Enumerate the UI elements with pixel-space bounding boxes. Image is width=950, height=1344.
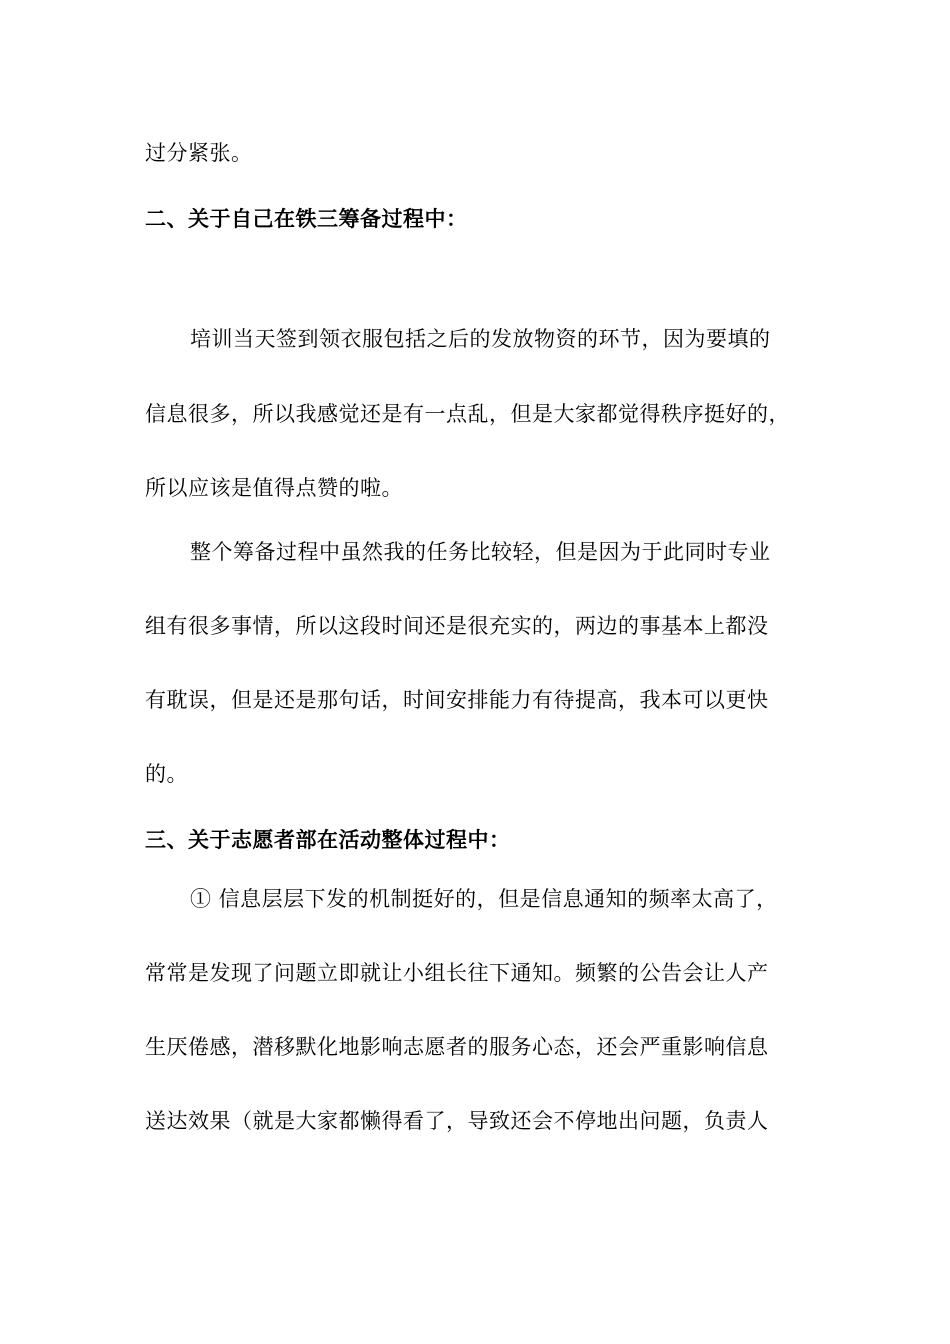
paragraph-line: 所以应该是值得点赞的啦。 [145,476,403,500]
section-heading-3: 三、关于志愿者部在活动整体过程中： [145,827,511,852]
paragraph-line: 信息很多，所以我感觉还是有一点乱，但是大家都觉得秩序挺好的， [145,402,790,426]
paragraph-line: ① 信息层层下发的机制挺好的，但是信息通知的频率太高了， [190,887,778,911]
paragraph-line: 过分紧张。 [145,141,253,165]
paragraph-line: 的。 [145,762,188,786]
paragraph-line: 整个筹备过程中虽然我的任务比较轻，但是因为于此同时专业 [190,540,771,564]
paragraph-line: 有耽误，但是还是那句话，时间安排能力有待提高，我本可以更快 [145,688,769,712]
paragraph-line: 组有很多事情，所以这段时间还是很充实的，两边的事基本上都没 [145,614,769,638]
section-heading-2: 二、关于自己在铁三筹备过程中： [145,206,468,231]
paragraph-line: 常常是发现了问题立即就让小组长往下通知。频繁的公告会让人产 [145,961,769,985]
paragraph-line: 生厌倦感，潜移默化地影响志愿者的服务心态，还会严重影响信息 [145,1035,769,1059]
paragraph-line: 培训当天签到领衣服包括之后的发放物资的环节，因为要填的 [190,327,771,351]
paragraph-line: 送达效果（就是大家都懒得看了，导致还会不停地出问题，负责人 [145,1109,769,1133]
